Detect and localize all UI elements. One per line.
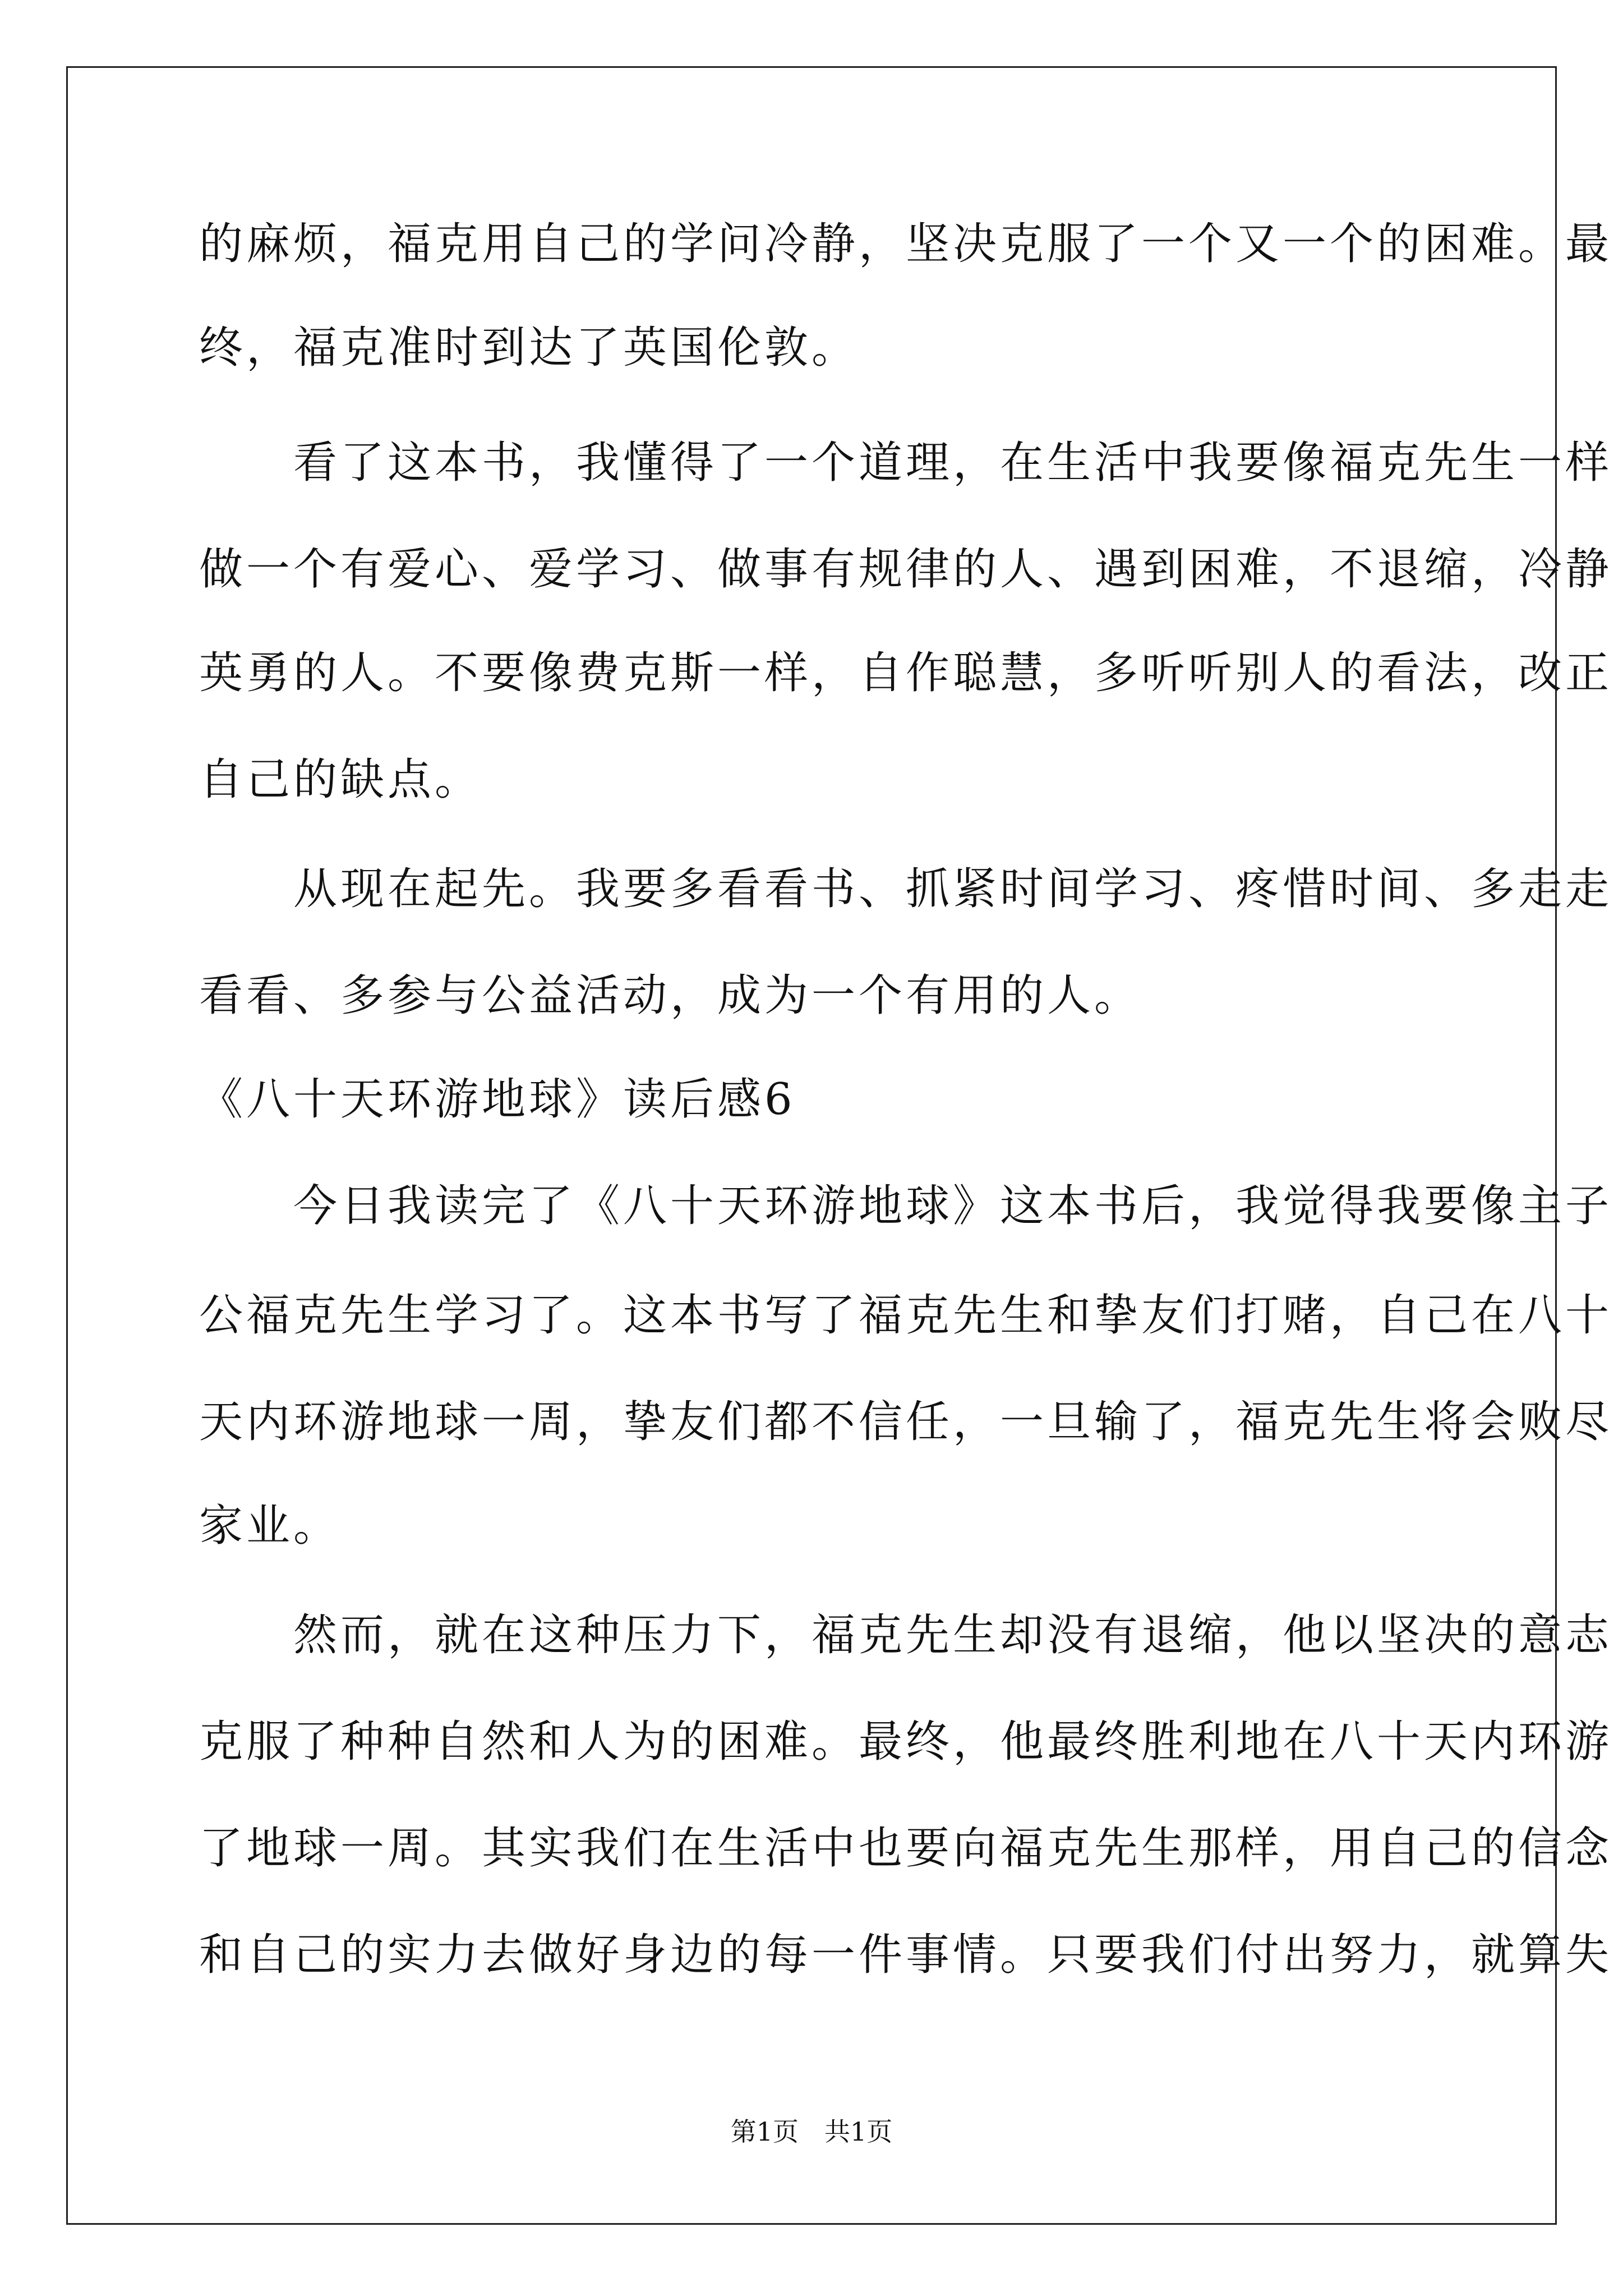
text-line: 看看、多参与公益活动，成为一个有用的人。 — [199, 970, 1142, 1021]
section-heading: 《八十天环游地球》读后感6 — [199, 1074, 796, 1125]
text-line: 看了这本书，我懂得了一个道理，在生活中我要像福克先生一样 — [199, 438, 1613, 488]
page-footer: 第1页 共1页 — [730, 2116, 893, 2147]
text-line: 做一个有爱心、爱学习、做事有规律的人、遇到困难，不退缩，冷静 — [199, 544, 1613, 595]
text-line: 然而，就在这种压力下，福克先生却没有退缩，他以坚决的意志 — [199, 1610, 1613, 1660]
text-line: 家业。 — [199, 1501, 341, 1551]
text-line: 终，福克准时到达了英国伦敦。 — [199, 323, 859, 373]
text-line: 天内环游地球一周，挚友们都不信任，一旦输了，福克先生将会败尽 — [199, 1397, 1613, 1447]
text-line: 公福克先生学习了。这本书写了福克先生和挚友们打赌，自己在八十 — [199, 1290, 1613, 1341]
page-border — [66, 66, 1557, 2225]
text-line: 自己的缺点。 — [199, 754, 482, 805]
text-line: 今日我读完了《八十天环游地球》这本书后，我觉得我要像主子 — [199, 1181, 1613, 1231]
text-line: 和自己的实力去做好身边的每一件事情。只要我们付出努力，就算失 — [199, 1930, 1613, 1980]
text-line: 从现在起先。我要多看看书、抓紧时间学习、疼惜时间、多走走 — [199, 864, 1613, 914]
text-line: 了地球一周。其实我们在生活中也要向福克先生那样，用自己的信念 — [199, 1823, 1613, 1874]
text-line: 克服了种种自然和人为的困难。最终，他最终胜利地在八十天内环游 — [199, 1717, 1613, 1767]
text-line: 英勇的人。不要像费克斯一样，自作聪慧，多听听别人的看法，改正 — [199, 648, 1613, 698]
text-line: 的麻烦，福克用自己的学问冷静，坚决克服了一个又一个的困难。最 — [199, 219, 1613, 269]
